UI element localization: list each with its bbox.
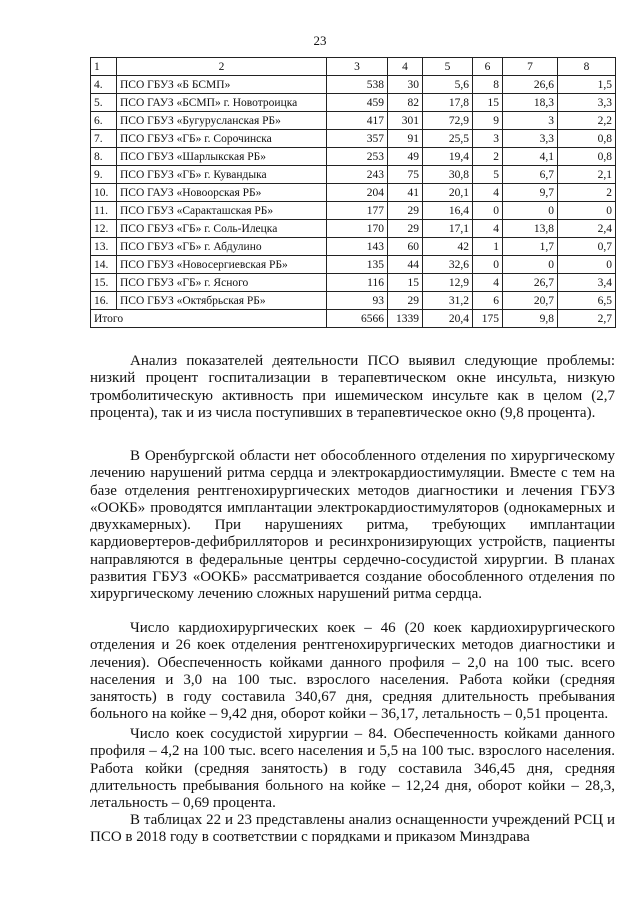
paragraph-problems (90, 353, 615, 422)
table-cell: 20,7 (503, 292, 558, 310)
table-cell: 6566 (327, 310, 388, 328)
table-cell: ПСО ГБУЗ «Октябрьская РБ» (117, 292, 327, 310)
table-cell: 15 (388, 274, 423, 292)
table-cell: 0 (503, 256, 558, 274)
table-cell: 3,4 (558, 274, 616, 292)
table-cell: 2,2 (558, 112, 616, 130)
paragraph-cardiosurgery-beds (90, 620, 615, 724)
table-row (91, 256, 616, 274)
table-row (91, 112, 616, 130)
table-cell: ПСО ГБУЗ «Бугурусланская РБ» (117, 112, 327, 130)
table-cell: 3 (327, 58, 388, 76)
table-cell: 15. (91, 274, 117, 292)
table-cell: 49 (388, 148, 423, 166)
table-cell: 30,8 (423, 166, 473, 184)
table-cell: 1339 (388, 310, 423, 328)
table-cell: 13,8 (503, 220, 558, 238)
table-cell: 143 (327, 238, 388, 256)
table-cell: 9. (91, 166, 117, 184)
table-cell: 2 (117, 58, 327, 76)
table-cell: ПСО ГБУЗ «ГБ» г. Ясного (117, 274, 327, 292)
table-cell: 14. (91, 256, 117, 274)
table-cell: 31,2 (423, 292, 473, 310)
table-total-row (91, 310, 616, 328)
table-cell: 16,4 (423, 202, 473, 220)
table-cell: 9 (473, 112, 503, 130)
table-row (91, 202, 616, 220)
table-cell: 3,3 (558, 94, 616, 112)
table-cell: 4 (473, 274, 503, 292)
table-cell: 5. (91, 94, 117, 112)
table-cell: 20,4 (423, 310, 473, 328)
table-cell: 538 (327, 76, 388, 94)
table-cell: 3,3 (503, 130, 558, 148)
table-cell: 6,5 (558, 292, 616, 310)
table-cell: 20,1 (423, 184, 473, 202)
table-row (91, 94, 616, 112)
table-cell: 116 (327, 274, 388, 292)
table-cell: 135 (327, 256, 388, 274)
table-cell: 60 (388, 238, 423, 256)
paragraph-text: Анализ показателей деятельности ПСО выявил следующие проблемы: низкий процент госпитализации в терапевтическом окне инсульта, низкую тромболитическую активность при ишемическом инсульте как в целом (2,7 процента), так и из числа поступивших в терапевтическое окно (9,8 процента). (90, 353, 615, 421)
table-cell: 1,7 (503, 238, 558, 256)
table-cell: 26,6 (503, 76, 558, 94)
table-cell: 0 (503, 202, 558, 220)
table-cell: 0,8 (558, 148, 616, 166)
table-cell: 9,8 (503, 310, 558, 328)
table-cell: 204 (327, 184, 388, 202)
table-cell: 170 (327, 220, 388, 238)
table-cell: 0 (558, 256, 616, 274)
table-cell: 29 (388, 202, 423, 220)
paragraph-tables-ref (90, 812, 615, 847)
table-cell: 29 (388, 292, 423, 310)
table-cell: 10. (91, 184, 117, 202)
table-cell: Итого (91, 310, 327, 328)
table-cell: ПСО ГБУЗ «ГБ» г. Абдулино (117, 238, 327, 256)
table-cell: 8 (473, 76, 503, 94)
table-cell: ПСО ГБУЗ «ГБ» г. Соль-Илецка (117, 220, 327, 238)
table-cell: 243 (327, 166, 388, 184)
table-row (91, 184, 616, 202)
table-cell: 15 (473, 94, 503, 112)
table-cell: 357 (327, 130, 388, 148)
table-row (91, 274, 616, 292)
table-cell: 17,1 (423, 220, 473, 238)
table-cell: 13. (91, 238, 117, 256)
paragraph-arrhythmia (90, 448, 615, 604)
table-cell: 0 (473, 256, 503, 274)
table-cell: 41 (388, 184, 423, 202)
table-row (91, 166, 616, 184)
table-row (91, 148, 616, 166)
table-cell: 82 (388, 94, 423, 112)
table-cell: 2,7 (558, 310, 616, 328)
table-cell: 8. (91, 148, 117, 166)
table-cell: 75 (388, 166, 423, 184)
table-cell: 4. (91, 76, 117, 94)
table-cell: 6,7 (503, 166, 558, 184)
table-cell: ПСО ГАУЗ «Новоорская РБ» (117, 184, 327, 202)
table-cell: 7 (503, 58, 558, 76)
table-cell: 2,1 (558, 166, 616, 184)
table-cell: 6 (473, 58, 503, 76)
table-row (91, 130, 616, 148)
table-cell: 2 (473, 148, 503, 166)
table-cell: 29 (388, 220, 423, 238)
table-cell: 4,1 (503, 148, 558, 166)
table-cell: 5 (423, 58, 473, 76)
table-cell: ПСО ГБУЗ «Шарлыкская РБ» (117, 148, 327, 166)
paragraph-vascular-beds (90, 726, 615, 812)
table-cell: 16. (91, 292, 117, 310)
pso-stats-table (90, 57, 616, 328)
table-cell: 6 (473, 292, 503, 310)
paragraph-text: В таблицах 22 и 23 представлены анализ оснащенности учреждений РСЦ и ПСО в 2018 году в соответствии с порядками и приказом Минздрава (90, 812, 615, 846)
table-cell: 91 (388, 130, 423, 148)
table-cell: ПСО ГБУЗ «Б БСМП» (117, 76, 327, 94)
table-cell: 12,9 (423, 274, 473, 292)
paragraph-text: Число коек сосудистой хирургии – 84. Обеспеченность койками данного профиля – 4,2 на 100 тыс. всего населения и 5,5 на 100 тыс. взрослого населения. Работа койки (средняя занятость) в году составила 346,45 дня, средняя длительность пребывания больного на койке – 12,24 дня, оборот койки – 28,3, летальность – 0,69 процента. (90, 726, 615, 812)
table-cell: 4 (473, 220, 503, 238)
table-cell: 0 (558, 202, 616, 220)
table-cell: 2 (558, 184, 616, 202)
table-row (91, 220, 616, 238)
table-cell: 9,7 (503, 184, 558, 202)
table-cell: 4 (473, 184, 503, 202)
table-cell: 5,6 (423, 76, 473, 94)
table-cell: 301 (388, 112, 423, 130)
table-cell: 0,8 (558, 130, 616, 148)
table-cell: ПСО ГБУЗ «ГБ» г. Сорочинска (117, 130, 327, 148)
paragraph-text: Число кардиохирургических коек – 46 (20 коек кардиохирургического отделения и 26 коек отделения рентгенохирургических методов диагностики и лечения). Обеспеченность койками данного профиля – 2,0 на 100 тыс. всего населения и 3,0 на 100 тыс. взрослого населения. Работа койки (средняя занятость) в году составила 340,67 дня, средняя длительность пребывания больного на койке – 9,42 дня, оборот койки – 36,17, летальность – 0,51 процента. (90, 620, 615, 723)
table-cell: 4 (388, 58, 423, 76)
table-cell: 1,5 (558, 76, 616, 94)
table-cell: 1 (91, 58, 117, 76)
table-cell: ПСО ГАУЗ «БСМП» г. Новотроицка (117, 94, 327, 112)
table-cell: 12. (91, 220, 117, 238)
table-cell: 93 (327, 292, 388, 310)
table-row (91, 292, 616, 310)
table-cell: 72,9 (423, 112, 473, 130)
table-cell: 8 (558, 58, 616, 76)
table-cell: 5 (473, 166, 503, 184)
table-row (91, 76, 616, 94)
table-cell: 26,7 (503, 274, 558, 292)
table-cell: 3 (473, 130, 503, 148)
table-cell: 0,7 (558, 238, 616, 256)
table-cell: 1 (473, 238, 503, 256)
table-cell: 44 (388, 256, 423, 274)
table-cell: ПСО ГБУЗ «ГБ» г. Кувандыка (117, 166, 327, 184)
page-number: 23 (313, 33, 327, 48)
table-header-row (91, 58, 616, 76)
table-cell: ПСО ГБУЗ «Саракташская РБ» (117, 202, 327, 220)
table-cell: 7. (91, 130, 117, 148)
table-cell: 17,8 (423, 94, 473, 112)
table-cell: 18,3 (503, 94, 558, 112)
table-cell: 417 (327, 112, 388, 130)
table-cell: 0 (473, 202, 503, 220)
table-cell: 25,5 (423, 130, 473, 148)
table-cell: 32,6 (423, 256, 473, 274)
table-row (91, 238, 616, 256)
table-cell: 253 (327, 148, 388, 166)
table-cell: 19,4 (423, 148, 473, 166)
table-cell: 30 (388, 76, 423, 94)
paragraph-text: В Оренбургской области нет обособленного отделения по хирургическому лечению нарушений ритма сердца и электрокардиостимуляции. Вместе с тем на базе отделения рентгенохирургических методов диагностики и лечения ГБУЗ «ООКБ» проводятся имплантации электрокардиостимуляторов (однокамерных и двухкамерных). При нарушениях ритма, требующих имплантации кардиовертеров-дефибрилляторов и ресинхронизирующих устройств, пациенты направляются в федеральные центры сердечно-сосудистой хирургии. В планах развития ГБУЗ «ООКБ» рассматривается создание обособленного отделения по хирургическому лечению сложных нарушений ритма сердца. (90, 448, 615, 603)
table-cell: 3 (503, 112, 558, 130)
table-cell: 42 (423, 238, 473, 256)
table-cell: 6. (91, 112, 117, 130)
table-cell: 11. (91, 202, 117, 220)
table-cell: ПСО ГБУЗ «Новосергиевская РБ» (117, 256, 327, 274)
table-cell: 177 (327, 202, 388, 220)
table-cell: 2,4 (558, 220, 616, 238)
table-cell: 459 (327, 94, 388, 112)
table-cell: 175 (473, 310, 503, 328)
